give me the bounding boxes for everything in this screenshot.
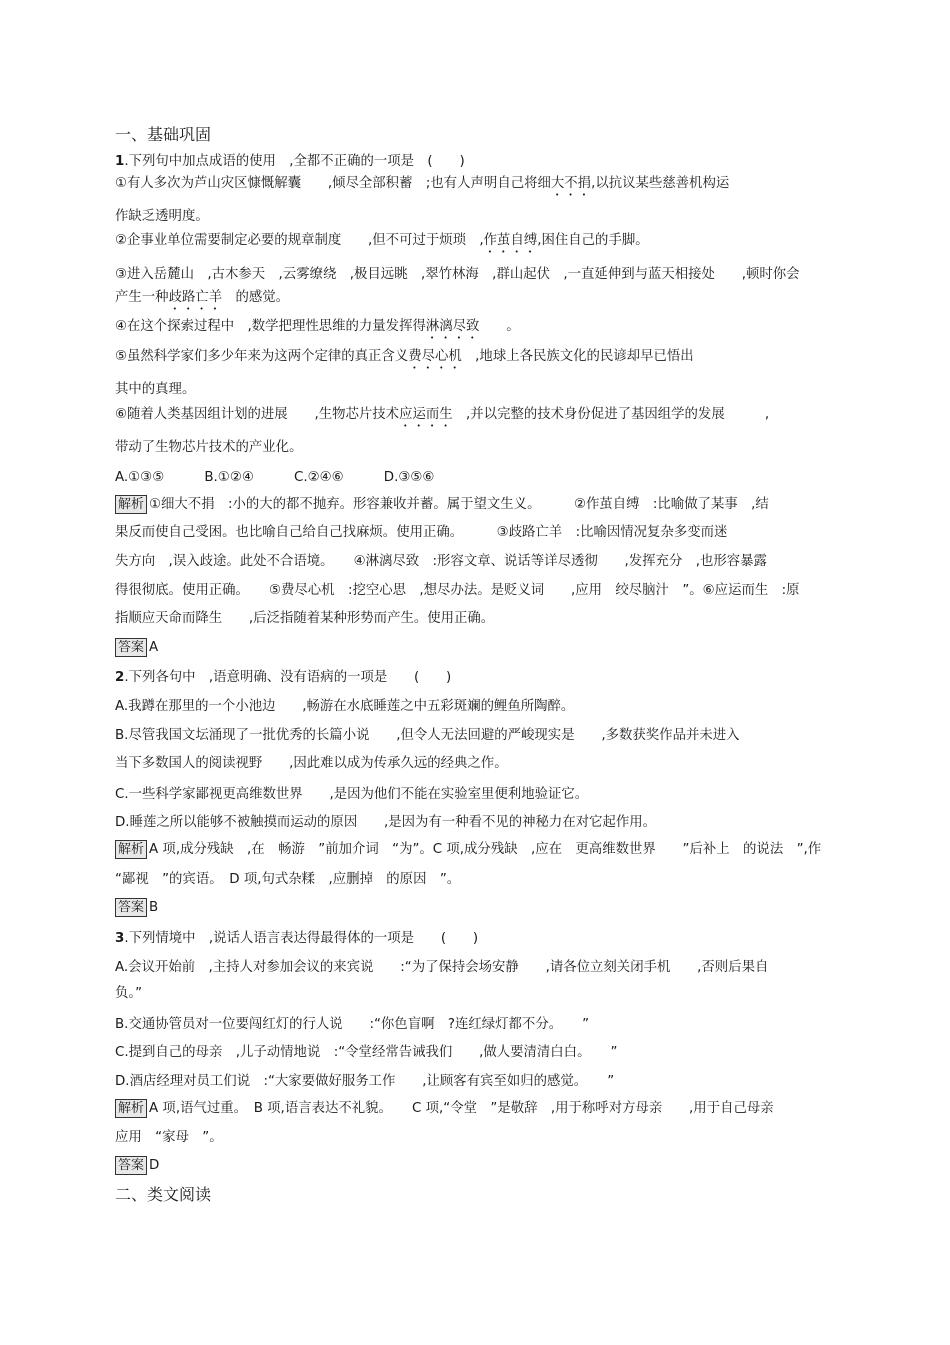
q2-answer (115, 898, 158, 918)
q1-s4-part2: 。 (479, 319, 520, 334)
q3-option-a: A.会议开始前 ,主持人对参加会议的来宾说 :“为了保持会场安静 ,请各位立刻关闭手机 ,否则后果自 (115, 960, 769, 975)
q1-analysis-line-1 (115, 495, 769, 515)
q3-answer (115, 1156, 159, 1176)
q1-analysis-text-1: ①细大不捐 :小的大的都不抛弃。形容兼收并蓄。属于望文生义。 ②作茧自缚 :比喻做了某事 ,结 (149, 497, 769, 512)
q2-answer-value: B (149, 900, 159, 915)
q1-sentence-5 (115, 347, 694, 372)
q1-s1-idiom: 大不捐 (550, 176, 592, 191)
q1-sentence-1-cont: 作缺乏透明度。 (115, 209, 209, 224)
q2-stem (115, 668, 451, 688)
analysis-tag: 解析 (115, 840, 147, 859)
q2-analysis-line-1 (115, 840, 821, 860)
q2-stem-text: .下列各句中 ,语意明确、没有语病的一项是 ( ) (124, 670, 452, 685)
q1-s4-part1: ④在这个探索过程中 ,数学把理性思维的力量发挥得 (115, 319, 426, 334)
q2-option-a: A.我蹲在那里的一个小池边 ,畅游在水底睡莲之中五彩斑斓的鲤鱼所陶醉。 (115, 699, 575, 714)
section-title-basic: 一、基础巩固 (115, 125, 212, 144)
q1-sentence-6 (115, 405, 769, 430)
q2-option-b-cont: 当下多数国人的阅读视野 ,因此难以成为传承久远的经典之作。 (115, 756, 508, 771)
q1-sentence-4 (115, 317, 520, 342)
q1-s3-part1: 产生一种 (115, 290, 169, 305)
q3-answer-value: D (149, 1158, 160, 1173)
q3-stem-text: .下列情境中 ,说话人语言表达得最得体的一项是 ( ) (124, 931, 479, 946)
answer-tag: 答案 (115, 898, 147, 917)
q3-analysis-line-1 (115, 1099, 774, 1119)
analysis-tag: 解析 (115, 1099, 147, 1118)
q1-sentence-2 (115, 231, 649, 256)
q3-number: 3 (115, 931, 125, 946)
q1-s6-idiom: 应运而生 (399, 407, 453, 422)
q1-s3-idiom: 歧路亡羊 (168, 290, 223, 305)
q1-analysis-line-5: 指顺应天命而降生 ,后泛指随着某种形势而产生。使用正确。 (115, 611, 495, 626)
q3-option-c: C.提到自己的母亲 ,儿子动情地说 :“令堂经常告诫我们 ,做人要清清白白。 ” (115, 1045, 618, 1060)
q3-analysis-text-1: A 项,语气过重。 B 项,语言表达不礼貌。 C 项,“令堂 ”是敬辞 ,用于称呼对方母亲 ,用于自己母亲 (149, 1101, 774, 1116)
q1-analysis-line-4: 得很彻底。使用正确。 ⑤费尽心机 :挖空心思 ,想尽办法。是贬义词 ,应用 绞尽脑汁 ”。⑥应运而生 :原 (115, 583, 800, 598)
q1-options: A.①③⑤ B.①②④ C.②④⑥ D.③⑤⑥ (115, 470, 435, 485)
q2-analysis-line-2: “鄙视 ”的宾语。 D 项,句式杂糅 ,应删掉 的原因 ”。 (115, 872, 461, 887)
q1-s3-part2: 的感觉。 (222, 290, 290, 305)
q3-option-a-cont: 负。” (115, 986, 143, 1001)
q1-sentence-3: ③进入岳麓山 ,古木参天 ,云雾缭绕 ,极目远眺 ,翠竹林海 ,群山起伏 ,一直延伸到与蓝天相接处 ,顿时你会 (115, 267, 800, 282)
q2-analysis-text-1: A 项,成分残缺 ,在 畅游 ”前加介词 “为”。C 项,成分残缺 ,应在 更高维数世界 ”后补上 的说法 ”,作 (149, 842, 822, 857)
q1-sentence-5-cont: 其中的真理。 (115, 382, 196, 397)
q1-s6-part2: ,并以完整的技术身份促进了基因组学的发展 , (452, 407, 770, 422)
q1-stem (115, 152, 465, 172)
q1-analysis-line-2: 果反而使自己受困。也比喻自己给自己找麻烦。使用正确。 ③歧路亡羊 :比喻因情况复杂多变而迷 (115, 525, 728, 540)
answer-tag: 答案 (115, 638, 147, 657)
q1-s5-idiom: 费尽心机 (408, 349, 462, 364)
q1-s2-part1: ②企事业单位需要制定必要的规章制度 ,但不可过于烦琐 , (115, 233, 484, 248)
q2-option-c: C.一些科学家鄙视更高维数世界 ,是因为他们不能在实验室里便利地验证它。 (115, 787, 589, 802)
analysis-tag: 解析 (115, 495, 147, 514)
q1-sentence-1 (115, 174, 729, 199)
q2-option-d: D.睡莲之所以能够不被触摸而运动的原因 ,是因为有一种看不见的神秘力在对它起作用。 (115, 815, 657, 830)
q1-answer-value: A (149, 640, 159, 655)
q1-sentence-6-cont: 带动了生物芯片技术的产业化。 (115, 440, 303, 455)
q1-s2-part2: ,困住自己的手脚。 (537, 233, 649, 248)
q1-s5-part1: ⑤虽然科学家们多少年来为这两个定律的真正含义 (115, 349, 409, 364)
q1-stem-text: .下列句中加点成语的使用 ,全都不正确的一项是 ( ) (124, 154, 465, 169)
q1-s6-part1: ⑥随着人类基因组计划的进展 ,生物芯片技术 (115, 407, 400, 422)
q2-option-b: B.尽管我国文坛涌现了一批优秀的长篇小说 ,但令人无法回避的严峻现实是 ,多数获奖作品并未进入 (115, 728, 740, 743)
q1-s1-part2: ,以抗议某些慈善机构运 (591, 176, 730, 191)
q1-answer (115, 638, 158, 658)
q3-option-b: B.交通协管员对一位要闯红灯的行人说 :“你色盲啊 ?连红绿灯都不分。 ” (115, 1017, 590, 1032)
answer-tag: 答案 (115, 1156, 147, 1175)
q3-stem (115, 929, 478, 949)
q1-s4-idiom: 淋漓尽致 (425, 319, 480, 334)
q1-s5-part2: ,地球上各民族文化的民谚却早已悟出 (461, 349, 694, 364)
q2-number: 2 (115, 670, 125, 685)
q1-s2-idiom: 作茧自缚 (483, 233, 538, 248)
section-title-reading: 二、类文阅读 (115, 1185, 212, 1204)
q1-number: 1 (115, 154, 125, 169)
q3-option-d: D.酒店经理对员工们说 :“大家要做好服务工作 ,让顾客有宾至如归的感觉。 ” (115, 1074, 615, 1089)
q1-s1-part1: ①有人多次为芦山灾区慷慨解囊 ,倾尽全部积蓄 ;也有人声明自己将细 (115, 176, 551, 191)
q1-sentence-3-cont (115, 288, 289, 313)
q1-analysis-line-3: 失方向 ,误入歧途。此处不合语境。 ④淋漓尽致 :形容文章、说话等详尽透彻 ,发挥充分 ,也形容暴露 (115, 554, 767, 569)
q3-analysis-line-2: 应用 “家母 ”。 (115, 1130, 223, 1145)
